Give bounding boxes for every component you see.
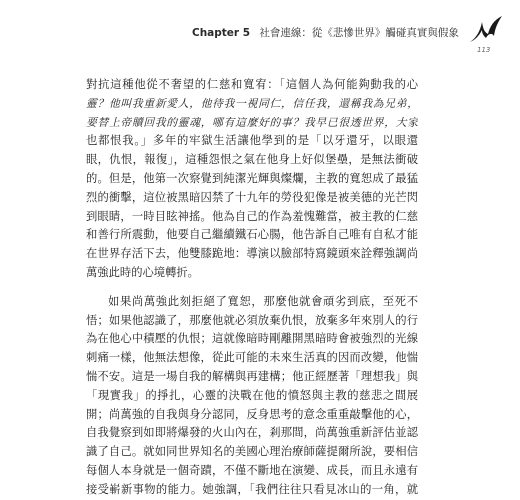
text-line: 惴不安。這是一場自我的解構與再建構；他正經歷著「理想我」與 xyxy=(86,369,418,383)
body-text xyxy=(86,76,418,500)
text-line: 萬強此時的心境轉折。 xyxy=(86,265,199,279)
text-line: 刺痛一樣，他無法想像，從此可能的未來生活真的因而改變，他惴 xyxy=(86,351,418,365)
text-line: 對抗這種他從不奢望的仁慈和寬宥：「這個人為何能夠動我的心 xyxy=(86,78,418,91)
page-number: 113 xyxy=(477,46,491,54)
text-line: 在世界存活下去，他雙膝跪地：導演以臉部特寫鏡頭來詮釋強調尚 xyxy=(86,247,418,261)
running-header xyxy=(192,25,459,40)
text-line: 自我覺察到如即將爆發的火山內在，剎那間，尚萬強重新評估並認 xyxy=(86,426,418,440)
page-header xyxy=(0,0,520,58)
chapter-title: 社會連線：從《悲慘世界》觸碰真實與假象 xyxy=(259,27,459,39)
chapter-label: Chapter 5 xyxy=(192,27,251,39)
text-line: 每個人本身就是一個奇蹟，不僅不斷地在演變、成長，而且永遠有 xyxy=(86,463,418,477)
text-line: 悟；如果他認識了，那麼他就必須放棄仇恨，放棄多年來別人的行 xyxy=(86,313,418,327)
text-line: 要替上帝贖回我的靈魂，哪有這麼好的事？我早已很透世界，大家 xyxy=(86,115,418,129)
text-line: 到眼睛，一時目眩神搖。他為自己的作為羞愧難當，被主教的仁慈 xyxy=(86,209,418,223)
paragraph xyxy=(86,76,418,283)
text-line: 接受嶄新事物的能力。她強調，「我們往往只看見冰山的一角，就 xyxy=(86,482,418,496)
text-line: 「現實我」的掙扎，心靈的決戰在他的憤怒與主教的慈悲之間展 xyxy=(86,388,418,402)
winged-logo-icon xyxy=(466,12,506,48)
text-line: 也都恨我。」多年的牢獄生活讓他學到的是「以牙還牙，以眼還 xyxy=(86,134,418,148)
text-line: 眼，仇恨，報復」，這種怨恨之氣在他身上好似堡壘，是無法衝破 xyxy=(86,153,418,167)
text-line: 為在他心中積壓的仇恨；這就像暗時剛離開黑暗時會被強烈的光線 xyxy=(86,332,418,346)
text-line: 靈？他叫我重新愛人，他待我一視同仁，信任我，還稱我為兄弟， xyxy=(86,96,418,110)
text-line: 開；尚萬強的自我與身分認同，反身思考的意念重重敲擊他的心， xyxy=(86,407,418,421)
text-line: 如果尚萬強此刻拒絕了寬恕，那麼他就會頑劣到底，至死不 xyxy=(108,294,418,308)
text-line: 的。但是，他第一次察覺到純潔光輝與燦爛，主教的寬恕成了最猛 xyxy=(86,171,418,185)
text-line: 識了自己。就如同世界知名的美國心理治療師薩提爾所說，要相信 xyxy=(86,445,418,459)
paragraph xyxy=(86,293,418,500)
paragraph-gap xyxy=(86,283,418,293)
text-line: 和善行所震動，他要自己繼續鐵石心腸，他告訴自己唯有自私才能 xyxy=(86,228,418,242)
text-line: 烈的衝擊，這位被黑暗囚禁了十九年的勞役犯像是被美德的光芒閃 xyxy=(86,190,418,204)
